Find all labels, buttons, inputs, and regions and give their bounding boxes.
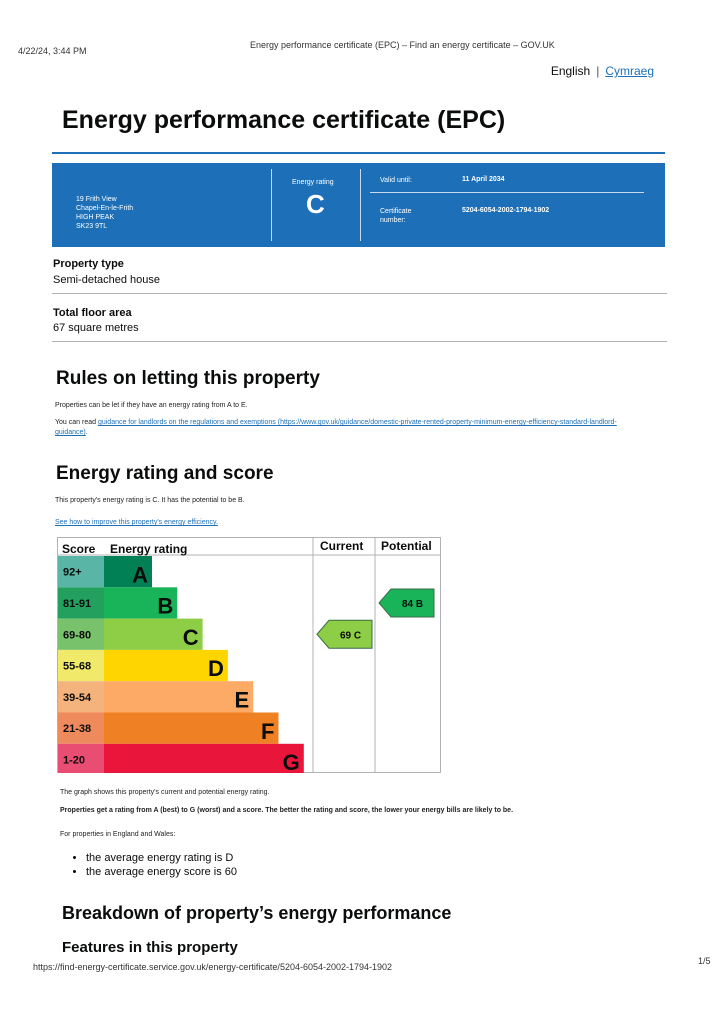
- valid-until-label: Valid until:: [380, 177, 412, 184]
- rating-explanation: Properties get a rating from A (best) to G (worst) and a score. The better the rating and score, the lower your energy bills are likely to be.: [60, 807, 514, 814]
- score-range-label: 1-20: [63, 754, 86, 767]
- rating-letter: D: [208, 656, 224, 682]
- rating-bar-g: [104, 744, 304, 773]
- address-line: Chapel-En-le-Frith: [76, 205, 134, 212]
- property-type-value: Semi-detached house: [53, 274, 161, 286]
- list-item: • the average energy rating is D: [86, 851, 237, 865]
- energy-rating-letter: C: [306, 189, 325, 219]
- certificate-label-line: number:: [380, 217, 406, 224]
- rating-letter: F: [261, 718, 275, 744]
- rating-letter: E: [234, 687, 250, 713]
- chart-caption: The graph shows this property's current and potential energy rating.: [60, 789, 270, 796]
- rating-letter: B: [157, 593, 174, 619]
- chart-header-rating: Energy rating: [110, 542, 188, 556]
- rules-guidance-suffix: .: [85, 429, 88, 436]
- score-range-label: 81-91: [63, 597, 92, 610]
- summary-divider: [271, 169, 272, 241]
- improve-efficiency-link[interactable]: See how to improve this property's energy efficiency.: [55, 519, 218, 526]
- print-datetime: 4/22/24, 3:44 PM: [18, 46, 87, 56]
- certificate-label-line: Certificate: [380, 208, 412, 215]
- summary-divider: [360, 169, 361, 241]
- rating-letter: C: [182, 624, 199, 650]
- address-line: SK23 9TL: [76, 223, 108, 230]
- address-line: 19 Frith View: [76, 196, 117, 203]
- property-type-label: Property type: [53, 258, 124, 270]
- chart-header-potential: Potential: [381, 539, 432, 553]
- average-ratings-list: [62, 851, 237, 879]
- current-rating-label: 69 C: [339, 630, 362, 642]
- section-divider: [52, 293, 667, 294]
- language-link-cymraeg[interactable]: Cymraeg: [605, 64, 654, 78]
- language-current: English: [550, 64, 591, 78]
- rules-paragraph: Properties can be let if they have an energy rating from A to E.: [55, 402, 248, 409]
- summary-row-divider: [370, 192, 644, 193]
- england-wales-intro: For properties in England and Wales:: [60, 831, 176, 838]
- chart-header-current: Current: [320, 539, 364, 553]
- certificate-number-label: [380, 207, 412, 225]
- energy-rating-label: Energy rating: [292, 179, 334, 186]
- chart-header-score: Score: [62, 542, 96, 556]
- rating-letter: A: [132, 562, 148, 588]
- landlord-guidance-link-line: guidance): [55, 429, 86, 436]
- rating-bar-f: [104, 713, 279, 744]
- features-subheading: Features in this property: [62, 939, 238, 956]
- title-rule: [52, 152, 665, 154]
- potential-rating-label: 84 B: [401, 598, 424, 610]
- section-divider: [52, 341, 667, 342]
- print-footer-url: https://find-energy-certificate.service.gov.uk/energy-certificate/5204-6054-2002-1794-1902: [33, 962, 393, 972]
- floor-area-label: Total floor area: [53, 307, 132, 319]
- score-range-label: 21-38: [63, 723, 92, 736]
- language-separator: |: [596, 64, 600, 78]
- energy-rating-chart: [57, 537, 441, 773]
- chart-bands: [58, 556, 304, 773]
- epc-summary-box: [52, 163, 665, 247]
- score-range-label: 55-68: [63, 660, 92, 673]
- score-range-label: 39-54: [63, 691, 92, 704]
- floor-area-value: 67 square metres: [53, 322, 139, 334]
- certificate-number-value: 5204-6054-2002-1794-1902: [462, 207, 550, 214]
- valid-until-value: 11 April 2034: [462, 176, 505, 183]
- score-range-label: 69-80: [63, 629, 92, 642]
- rules-guidance-paragraph: [55, 418, 667, 438]
- score-range-label: 92+: [63, 566, 82, 579]
- landlord-guidance-link[interactable]: [55, 419, 617, 436]
- energy-rating-paragraph: This property's energy rating is C. It has the potential to be B.: [55, 497, 245, 504]
- landlord-guidance-link-line: guidance for landlords on the regulations and exemptions (https://www.gov.uk/guidance/domestic-private-rented-property-minimum-energy-efficiency-standard-landlord-: [97, 419, 617, 426]
- rules-heading: Rules on letting this property: [56, 368, 320, 389]
- property-address: [76, 195, 133, 231]
- language-switcher: [551, 64, 654, 78]
- energy-rating-heading: Energy rating and score: [56, 463, 274, 484]
- print-page-title: Energy performance certificate (EPC) – Find an energy certificate – GOV.UK: [250, 40, 555, 50]
- list-item: • the average energy score is 60: [86, 865, 237, 879]
- breakdown-heading: Breakdown of property’s energy performance: [62, 903, 452, 923]
- page-title: Energy performance certificate (EPC): [62, 106, 506, 134]
- address-line: HIGH PEAK: [76, 214, 115, 221]
- print-page-number: 1/5: [698, 956, 711, 966]
- rating-letter: G: [282, 750, 300, 773]
- rules-guidance-prefix: You can read: [55, 419, 98, 426]
- rating-bar-e: [104, 681, 253, 712]
